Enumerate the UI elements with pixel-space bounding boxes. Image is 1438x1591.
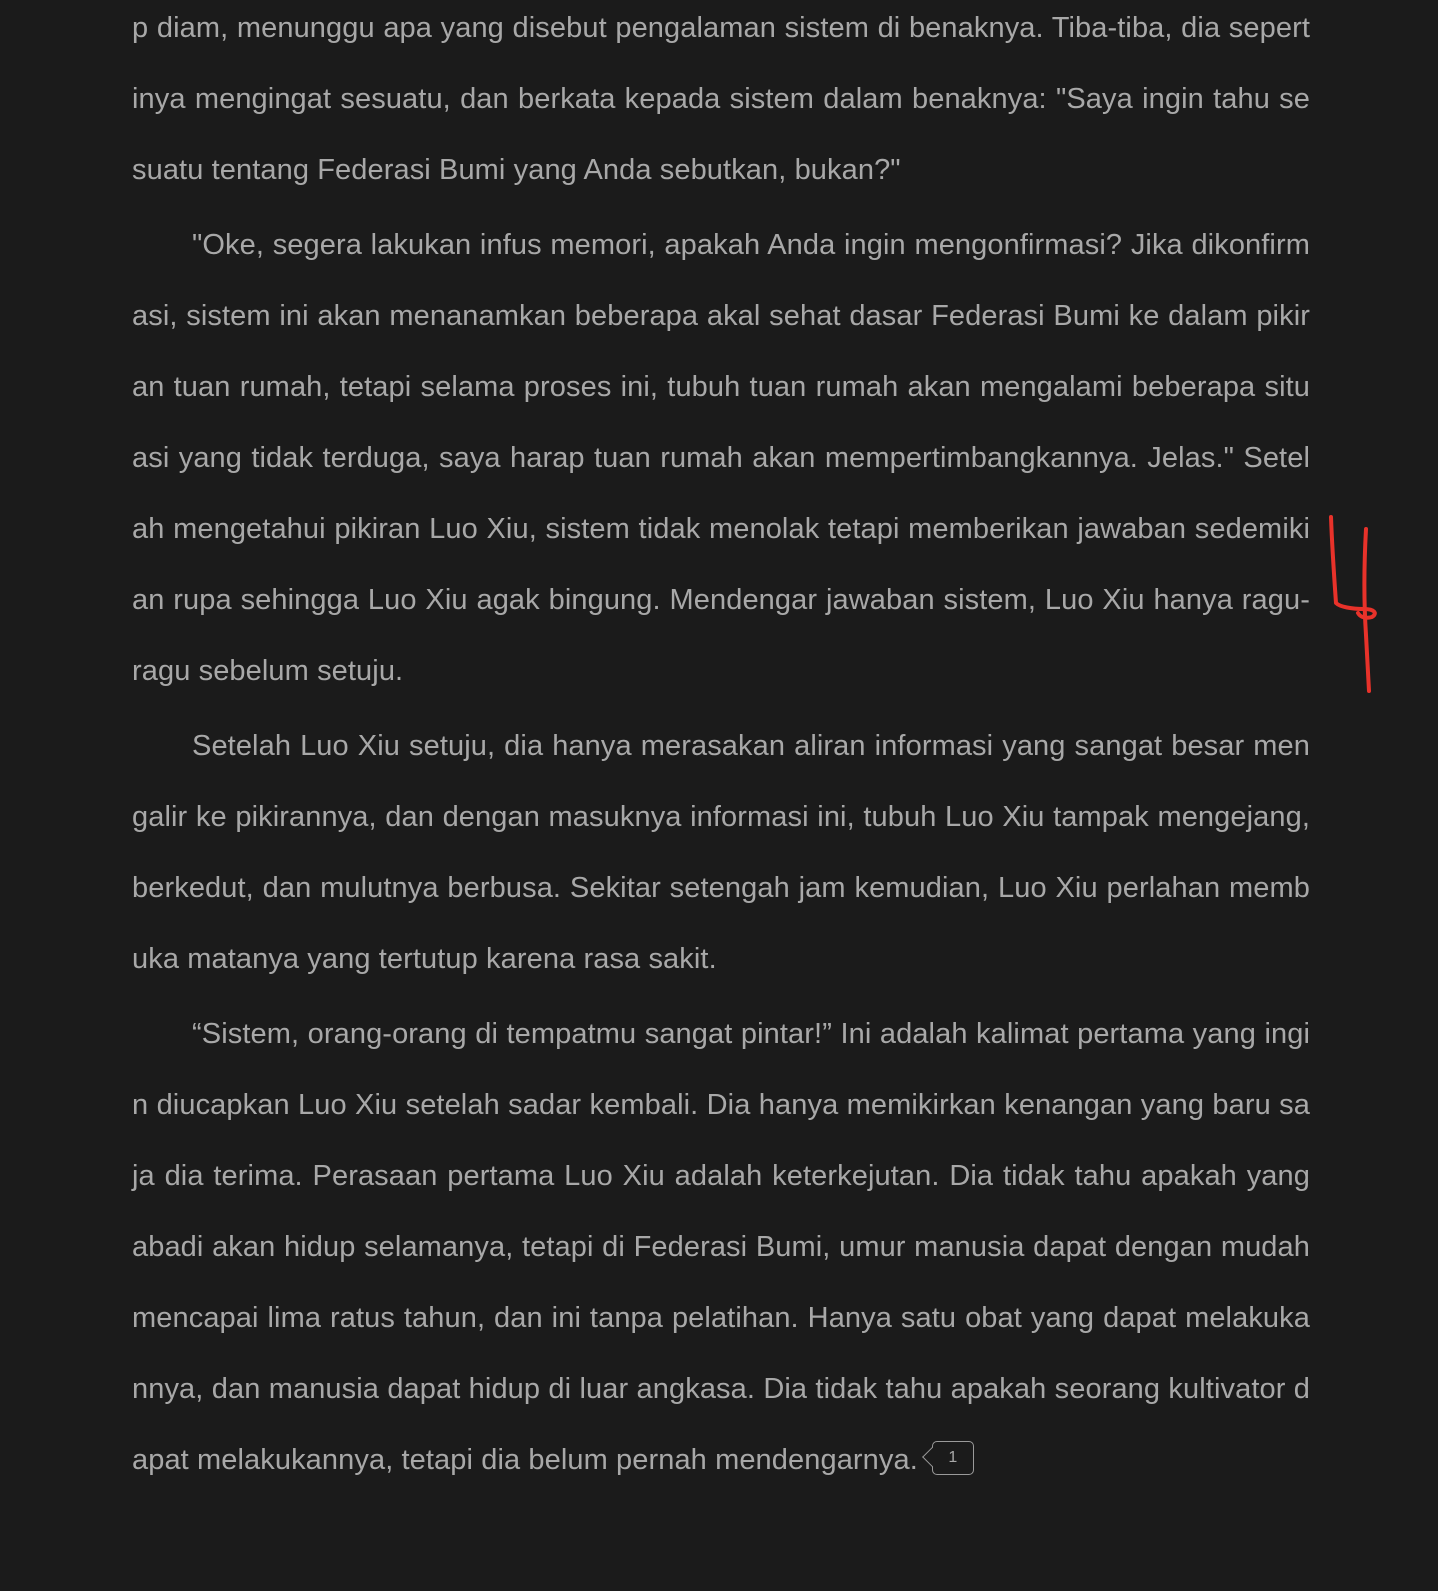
comment-count: 1 [948, 1449, 958, 1467]
handwritten-annotation-icon [1318, 505, 1398, 705]
paragraph-2: "Oke, segera lakukan infus memori, apakah Anda ingin mengonfirmasi? Jika dikonfirmasi, sistem ini akan menanamkan beberapa akal sehat dasar Federasi Bumi ke dalam pikiran tuan rumah, tetapi selama proses ini, tubuh tuan rumah akan mengalami beberapa situasi yang tidak terduga, saya harap tuan rumah akan mempertimbangkannya. Jelas." Setelah mengetahui pikiran Luo Xiu, sistem tidak menolak tetapi memberikan jawaban sedemikian rupa sehingga Luo Xiu agak bingung. Mendengar jawaban sistem, Luo Xiu hanya ragu-ragu sebelum setuju. [132, 229, 1310, 687]
reader-content [132, 0, 1310, 1500]
annotation-stroke-left [1331, 517, 1375, 618]
paragraph-4-text: “Sistem, orang-orang di tempatmu sangat pintar!” Ini adalah kalimat pertama yang ingin diucapkan Luo Xiu setelah sadar kembali. Dia hanya memikirkan kenangan yang baru saja dia terima. Perasaan pertama Luo Xiu adalah keterkejutan. Dia tidak tahu apakah yang abadi akan hidup selamanya, tetapi di Federasi Bumi, umur manusia dapat dengan mudah mencapai lima ratus tahun, dan ini tanpa pelatihan. Hanya satu obat yang dapat melakukannya, dan manusia dapat hidup di luar angkasa. Dia tidak tahu apakah seorang kultivator dapat melakukannya, tetapi dia belum pernah mendengarnya. [132, 1018, 1310, 1476]
paragraph-4 [132, 999, 1310, 1496]
paragraph-1: p diam, menunggu apa yang disebut pengalaman sistem di benaknya. Tiba-tiba, dia sepertinya mengingat sesuatu, dan berkata kepada sistem dalam benaknya: "Saya ingin tahu sesuatu tentang Federasi Bumi yang Anda sebutkan, bukan?" [132, 12, 1310, 186]
paragraph-comment-button[interactable] [932, 1441, 974, 1475]
paragraph-3: Setelah Luo Xiu setuju, dia hanya merasakan aliran informasi yang sangat besar mengalir ke pikirannya, dan dengan masuknya informasi ini, tubuh Luo Xiu tampak mengejang, berkedut, dan mulutnya berbusa. Sekitar setengah jam kemudian, Luo Xiu perlahan membuka matanya yang tertutup karena rasa sakit. [132, 730, 1310, 975]
